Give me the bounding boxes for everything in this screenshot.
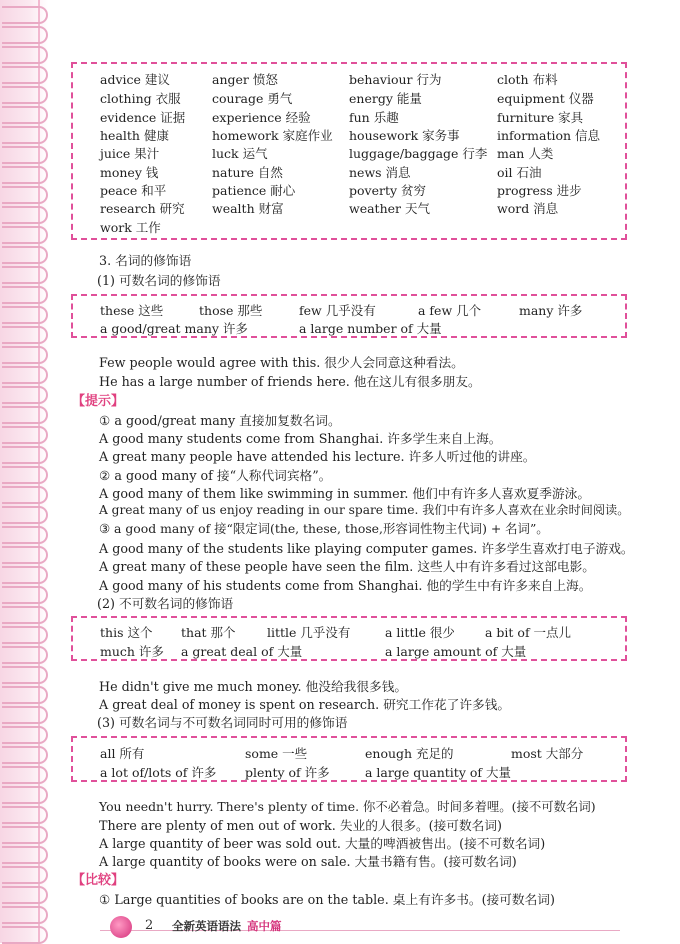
tip-line: A good many students come from Shanghai. 许多学生来自上海。	[99, 431, 502, 446]
word-item: courage 勇气	[212, 91, 293, 106]
binding-loop	[2, 206, 48, 224]
section-title: 3. 名词的修饰语	[99, 253, 192, 268]
uncountable-noun-box	[71, 62, 627, 240]
binding-loop	[2, 346, 48, 364]
tip-line: ① a good/great many 直接加复数名词。	[99, 413, 341, 428]
binding-loop	[2, 386, 48, 404]
binding-loop	[2, 826, 48, 844]
binding-loop	[2, 426, 48, 444]
word-item: clothing 衣服	[100, 91, 181, 106]
tip-line: A good many of his students come from Shanghai. 他的学生中有许多来自上海。	[99, 578, 592, 593]
tip-label: 【提示】	[72, 394, 125, 409]
word-item: evidence 证据	[100, 110, 186, 125]
modifier-item: little 几乎没有	[267, 625, 351, 640]
modifier-item: many 许多	[519, 303, 583, 318]
modifier-item: some 一些	[245, 746, 308, 761]
modifier-item: this 这个	[100, 625, 153, 640]
modifier-item: a large amount of 大量	[385, 644, 527, 659]
word-item: luck 运气	[212, 146, 268, 161]
binding-loop	[2, 866, 48, 884]
modifier-item: all 所有	[100, 746, 145, 761]
book-title-text: 全新英语语法	[172, 919, 241, 933]
word-item: man 人类	[497, 146, 554, 161]
example-sentence: He has a large number of friends here. 他在这儿有很多朋友。	[99, 374, 481, 389]
modifier-item: much 许多	[100, 644, 164, 659]
tip-line: A good many of them like swimming in summer. 他们中有许多人喜欢夏季游泳。	[99, 486, 591, 501]
binding-loop	[2, 626, 48, 644]
example-sentence: Few people would agree with this. 很少人会同意这种看法。	[99, 355, 464, 370]
binding-loop	[2, 706, 48, 724]
modifier-item: a good/great many 许多	[100, 321, 248, 336]
binding-loop	[2, 906, 48, 924]
flower-icon	[110, 916, 132, 938]
binding-loop	[2, 766, 48, 784]
modifier-item: a few 几个	[418, 303, 482, 318]
word-item: peace 和平	[100, 183, 167, 198]
tip-line: A great many people have attended his lecture. 许多人听过他的讲座。	[99, 449, 536, 464]
word-item: news 消息	[349, 165, 411, 180]
binding-loop	[2, 466, 48, 484]
modifier-item: plenty of 许多	[245, 765, 330, 780]
word-item: poverty 贫穷	[349, 183, 427, 198]
word-item: fun 乐趣	[349, 110, 399, 125]
binding-loop	[2, 286, 48, 304]
compare-label: 【比较】	[72, 873, 125, 888]
word-item: advice 建议	[100, 72, 170, 87]
modifier-item: a great deal of 大量	[181, 644, 303, 659]
word-item: equipment 仪器	[497, 91, 594, 106]
binding-loop	[2, 566, 48, 584]
example-sentence: A great deal of money is spent on research. 研究工作花了许多钱。	[99, 697, 511, 712]
binding-loop	[2, 606, 48, 624]
subsection-both: (3) 可数名词与不可数名词同时可用的修饰语	[97, 715, 348, 730]
word-item: nature 自然	[212, 165, 283, 180]
subsection-uncountable: (2) 不可数名词的修饰语	[97, 596, 234, 611]
tip-line: ③ a good many of 接“限定词(the, these, those,形容词性物主代词) + 名词”。	[99, 521, 549, 536]
example-sentence: There are plenty of men out of work. 失业的人很多。(接可数名词)	[99, 818, 502, 833]
word-item: word 消息	[497, 201, 559, 216]
example-sentence: A large quantity of beer was sold out. 大量的啤酒被售出。(接不可数名词)	[99, 836, 546, 851]
modifier-item: few 几乎没有	[299, 303, 376, 318]
binding-loop	[2, 326, 48, 344]
binding-loop	[2, 266, 48, 284]
word-item: homework 家庭作业	[212, 128, 333, 143]
word-item: experience 经验	[212, 110, 311, 125]
example-sentence: You needn't hurry. There's plenty of time. 你不必着急。时间多着哩。(接不可数名词)	[99, 799, 596, 814]
uncountable-modifier-box	[71, 616, 627, 661]
modifier-item: those 那些	[199, 303, 263, 318]
binding-loop	[2, 306, 48, 324]
word-item: health 健康	[100, 128, 169, 143]
modifier-item: a lot of/lots of 许多	[100, 765, 217, 780]
binding-loop	[2, 406, 48, 424]
both-modifier-box	[71, 736, 627, 782]
word-item: oil 石油	[497, 165, 542, 180]
binding-loop	[2, 486, 48, 504]
binding-loop	[2, 526, 48, 544]
page-number: 2	[145, 918, 154, 933]
modifier-item: these 这些	[100, 303, 164, 318]
binding-loop	[2, 186, 48, 204]
binding-loop	[2, 6, 48, 24]
word-item: progress 进步	[497, 183, 582, 198]
word-item: wealth 财富	[212, 201, 284, 216]
binding-loop	[2, 846, 48, 864]
binding-loop	[2, 46, 48, 64]
example-sentence: A large quantity of books were on sale. 大量书籍有售。(接可数名词)	[99, 854, 517, 869]
binding-loop	[2, 686, 48, 704]
word-item: energy 能量	[349, 91, 422, 106]
binding-loop	[2, 666, 48, 684]
tip-line: A great many of us enjoy reading in our spare time. 我们中有许多人喜欢在业余时间阅读。	[99, 503, 630, 517]
word-item: research 研究	[100, 201, 185, 216]
binding-loop	[2, 446, 48, 464]
book-subtitle: 高中篇	[247, 919, 282, 933]
modifier-item: that 那个	[181, 625, 236, 640]
binding-loop	[2, 806, 48, 824]
binding-loop	[2, 146, 48, 164]
binding-loop	[2, 126, 48, 144]
modifier-item: enough 充足的	[365, 746, 454, 761]
word-item: patience 耐心	[212, 183, 296, 198]
binding-loop	[2, 246, 48, 264]
binding-loop	[2, 66, 48, 84]
binding-loop	[2, 886, 48, 904]
modifier-item: a little 很少	[385, 625, 455, 640]
binding-loop	[2, 26, 48, 44]
modifier-item: a bit of 一点儿	[485, 625, 572, 640]
word-item: weather 天气	[349, 201, 430, 216]
modifier-item: a large quantity of 大量	[365, 765, 511, 780]
word-item: money 钱	[100, 165, 159, 180]
tip-line: ② a good many of 接“人称代词宾格”。	[99, 468, 332, 483]
binding-loop	[2, 786, 48, 804]
example-sentence: He didn't give me much money. 他没给我很多钱。	[99, 679, 408, 694]
binding-loop	[2, 366, 48, 384]
binding-loop	[2, 646, 48, 664]
word-item: anger 愤怒	[212, 72, 278, 87]
word-item: housework 家务事	[349, 128, 460, 143]
tip-line: A good many of the students like playing computer games. 许多学生喜欢打电子游戏。	[99, 541, 634, 556]
binding-loop	[2, 106, 48, 124]
binding-loop	[2, 166, 48, 184]
binding-loop	[2, 726, 48, 744]
word-item: juice 果汁	[100, 146, 160, 161]
binding-loop	[2, 506, 48, 524]
binding-loop	[2, 86, 48, 104]
word-item: behaviour 行为	[349, 72, 442, 87]
modifier-item: most 大部分	[511, 746, 584, 761]
word-item: cloth 布料	[497, 72, 558, 87]
subsection-countable: (1) 可数名词的修饰语	[97, 273, 221, 288]
binding-loop	[2, 586, 48, 604]
word-item: work 工作	[100, 220, 161, 235]
binding-loop	[2, 926, 48, 944]
binding-loop	[2, 546, 48, 564]
binding-loop	[2, 746, 48, 764]
countable-modifier-box	[71, 294, 627, 338]
binding-loop	[2, 226, 48, 244]
compare-line: ① Large quantities of books are on the table. 桌上有许多书。(接可数名词)	[99, 892, 555, 907]
modifier-item: a large number of 大量	[299, 321, 442, 336]
word-item: information 信息	[497, 128, 601, 143]
book-title	[172, 918, 282, 934]
word-item: luggage/baggage 行李	[349, 146, 488, 161]
word-item: furniture 家具	[497, 110, 584, 125]
tip-line: A great many of these people have seen the film. 这些人中有许多看过这部电影。	[99, 559, 595, 574]
